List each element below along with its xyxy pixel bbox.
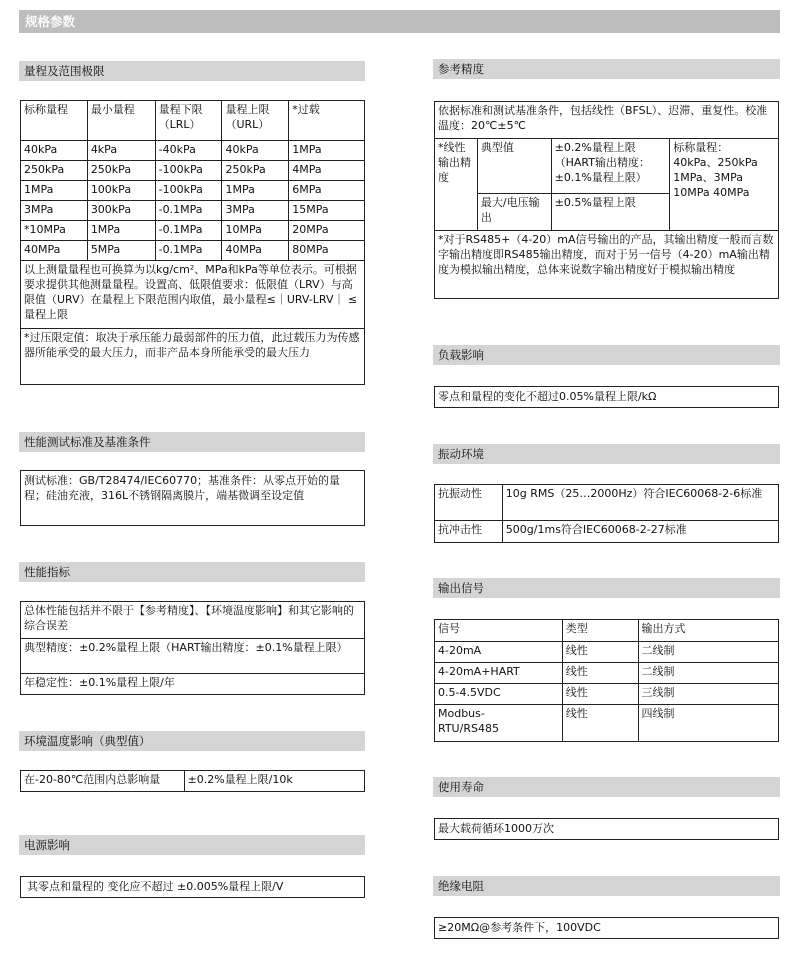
output-table (434, 619, 779, 742)
table-row (435, 684, 779, 705)
power-section-heading: 电源影响 (19, 835, 365, 855)
output-header-cell: 输出方式 (638, 620, 778, 642)
range-cell: 1MPa (21, 181, 88, 201)
range-header-cell: 量程上限 （URL） (222, 101, 289, 141)
range-cell: 3MPa (21, 201, 88, 221)
table-row (21, 201, 365, 221)
range-cell: 1MPa (87, 221, 155, 241)
vibration-value: 10g RMS（25…2000Hz）符合IEC60068-2-6标准 (502, 485, 778, 521)
standard-section-heading: 性能测试标准及基准条件 (19, 432, 365, 452)
performance-cell: 年稳定性：±0.1%量程上限/年 (21, 674, 365, 695)
nominal-range: 标称量程： 40kPa、250kPa 1MPa、3MPa 10MPa 40MPa (670, 139, 779, 231)
range-cell: 250kPa (222, 161, 289, 181)
range-header-cell: 最小量程 (87, 101, 155, 141)
range-cell: 100kPa (87, 181, 155, 201)
max-label: 最大/电压输出 (477, 194, 551, 231)
range-section-heading: 量程及范围极限 (19, 61, 365, 81)
range-header-cell: 量程下限 （LRL） (155, 101, 222, 141)
range-cell: -40kPa (155, 141, 222, 161)
load-text: 零点和量程的变化不超过0.05%量程上限/kΩ (434, 386, 779, 408)
typical-value: ±0.2%量程上限 （HART输出精度：±0.1%量程上限） (551, 139, 670, 194)
table-row (21, 674, 365, 695)
range-cell: 1MPa (222, 181, 289, 201)
table-row (435, 231, 779, 299)
accuracy-intro: 依据标准和测试基准条件，包括线性（BFSL）、迟滞、重复性。校准温度：20℃±5℃ (435, 102, 779, 139)
range-cell: 250kPa (21, 161, 88, 181)
range-cell: -100kPa (155, 161, 222, 181)
table-row (21, 241, 365, 261)
range-cell: 4MPa (289, 161, 365, 181)
range-cell: 4kPa (87, 141, 155, 161)
shock-value: 500g/1ms符合IEC60068-2-27标准 (502, 521, 778, 543)
table-row (21, 181, 365, 201)
range-table-header (21, 101, 365, 141)
output-cell: 0.5-4.5VDC (435, 684, 563, 705)
table-row (21, 261, 365, 329)
overload-note: *过压限定值：取决于承压能力最弱部件的压力值，此过载压力为传感器所能承受的最大压力，而非产品本身所能承受的最大压力 (21, 329, 365, 385)
table-row (21, 141, 365, 161)
table-row (435, 139, 779, 194)
output-cell: 4-20mA+HART (435, 663, 563, 684)
range-table (20, 100, 365, 385)
output-cell: 4-20mA (435, 642, 563, 663)
range-cell: 5MPa (87, 241, 155, 261)
linearity-label: *线性输出精度 (435, 139, 478, 231)
output-cell: 线性 (562, 642, 638, 663)
performance-section-heading: 性能指标 (19, 562, 365, 582)
range-cell: 40kPa (21, 141, 88, 161)
range-note: 以上测量量程也可换算为以kg/cm²、MPa和kPa等单位表示。可根据要求提供其他测量量程。设置高、低限值要求：低限值（LRV）与高限值（URV）在量程上下限范围内取值，最小量程≤｜URV-LRV｜ ≤量程上限 (21, 261, 365, 329)
output-cell: 二线制 (638, 663, 778, 684)
range-cell: 3MPa (222, 201, 289, 221)
table-row (21, 221, 365, 241)
performance-cell: 典型精度：±0.2%量程上限（HART输出精度：±0.1%量程上限） (21, 639, 365, 674)
output-cell: 三线制 (638, 684, 778, 705)
table-row (435, 642, 779, 663)
standard-text: 测试标准：GB/T28474/IEC60770；基准条件：从零点开始的量程；硅油充液，316L不锈钢隔离膜片，端基微调至设定值 (20, 470, 365, 526)
power-text: 其零点和量程的 变化应不超过 ±0.005%量程上限/V (20, 876, 365, 898)
table-row (435, 705, 779, 742)
table-row (435, 521, 779, 543)
shock-label: 抗冲击性 (435, 521, 503, 543)
accuracy-section-heading: 参考精度 (433, 59, 780, 79)
range-cell: -0.1MPa (155, 241, 222, 261)
accuracy-note: *对于RS485+（4-20）mA信号输出的产品，其输出精度一般而言数字输出精度即RS485输出精度，而对于另一信号（4-20）mA输出精度为模拟输出精度，总体来说数字输出精度好于模拟输出精度 (435, 231, 779, 299)
range-header-cell: 标称量程 (21, 101, 88, 141)
range-cell: 20MPa (289, 221, 365, 241)
table-row (21, 639, 365, 674)
output-cell: 线性 (562, 663, 638, 684)
ambient-section-heading: 环境温度影响（典型值） (19, 731, 365, 751)
table-row (435, 485, 779, 521)
output-table-header (435, 620, 779, 642)
table-row (21, 329, 365, 385)
vibration-section-heading: 振动环境 (433, 444, 780, 464)
performance-table (20, 601, 365, 695)
range-cell: 250kPa (87, 161, 155, 181)
output-header-cell: 信号 (435, 620, 563, 642)
table-row (435, 663, 779, 684)
range-cell: 6MPa (289, 181, 365, 201)
range-header-cell: *过载 (289, 101, 365, 141)
range-cell: *10MPa (21, 221, 88, 241)
accuracy-table (434, 101, 779, 299)
page-title: 规格参数 (19, 10, 780, 33)
range-cell: -100kPa (155, 181, 222, 201)
range-cell: 300kPa (87, 201, 155, 221)
range-cell: 80MPa (289, 241, 365, 261)
range-cell: -0.1MPa (155, 221, 222, 241)
range-cell: 40kPa (222, 141, 289, 161)
load-section-heading: 负载影响 (433, 345, 780, 365)
table-row (21, 602, 365, 639)
output-cell: Modbus- RTU/RS485 (435, 705, 563, 742)
output-header-cell: 类型 (562, 620, 638, 642)
lifetime-section-heading: 使用寿命 (433, 777, 780, 797)
output-cell: 线性 (562, 684, 638, 705)
output-cell: 四线制 (638, 705, 778, 742)
typical-label: 典型值 (477, 139, 551, 194)
range-cell: 40MPa (222, 241, 289, 261)
output-cell: 二线制 (638, 642, 778, 663)
insulation-section-heading: 绝缘电阻 (433, 876, 780, 896)
lifetime-text: 最大载荷循环1000万次 (434, 818, 779, 840)
ambient-value: ±0.2%量程上限/10k (184, 771, 364, 792)
range-cell: 15MPa (289, 201, 365, 221)
output-cell: 线性 (562, 705, 638, 742)
table-row (21, 771, 365, 792)
table-row (435, 102, 779, 139)
output-section-heading: 输出信号 (433, 578, 780, 598)
performance-cell: 总体性能包括并不限于【参考精度】、【环境温度影响】和其它影响的综合误差 (21, 602, 365, 639)
range-cell: -0.1MPa (155, 201, 222, 221)
ambient-table (20, 770, 365, 792)
range-cell: 10MPa (222, 221, 289, 241)
insulation-text: ≥20MΩ@参考条件下，100VDC (434, 917, 779, 939)
ambient-label: 在-20-80℃范围内总影响量 (21, 771, 185, 792)
table-row (21, 161, 365, 181)
range-cell: 40MPa (21, 241, 88, 261)
vibration-table (434, 484, 779, 543)
vibration-label: 抗振动性 (435, 485, 503, 521)
max-value: ±0.5%量程上限 (551, 194, 670, 231)
range-cell: 1MPa (289, 141, 365, 161)
